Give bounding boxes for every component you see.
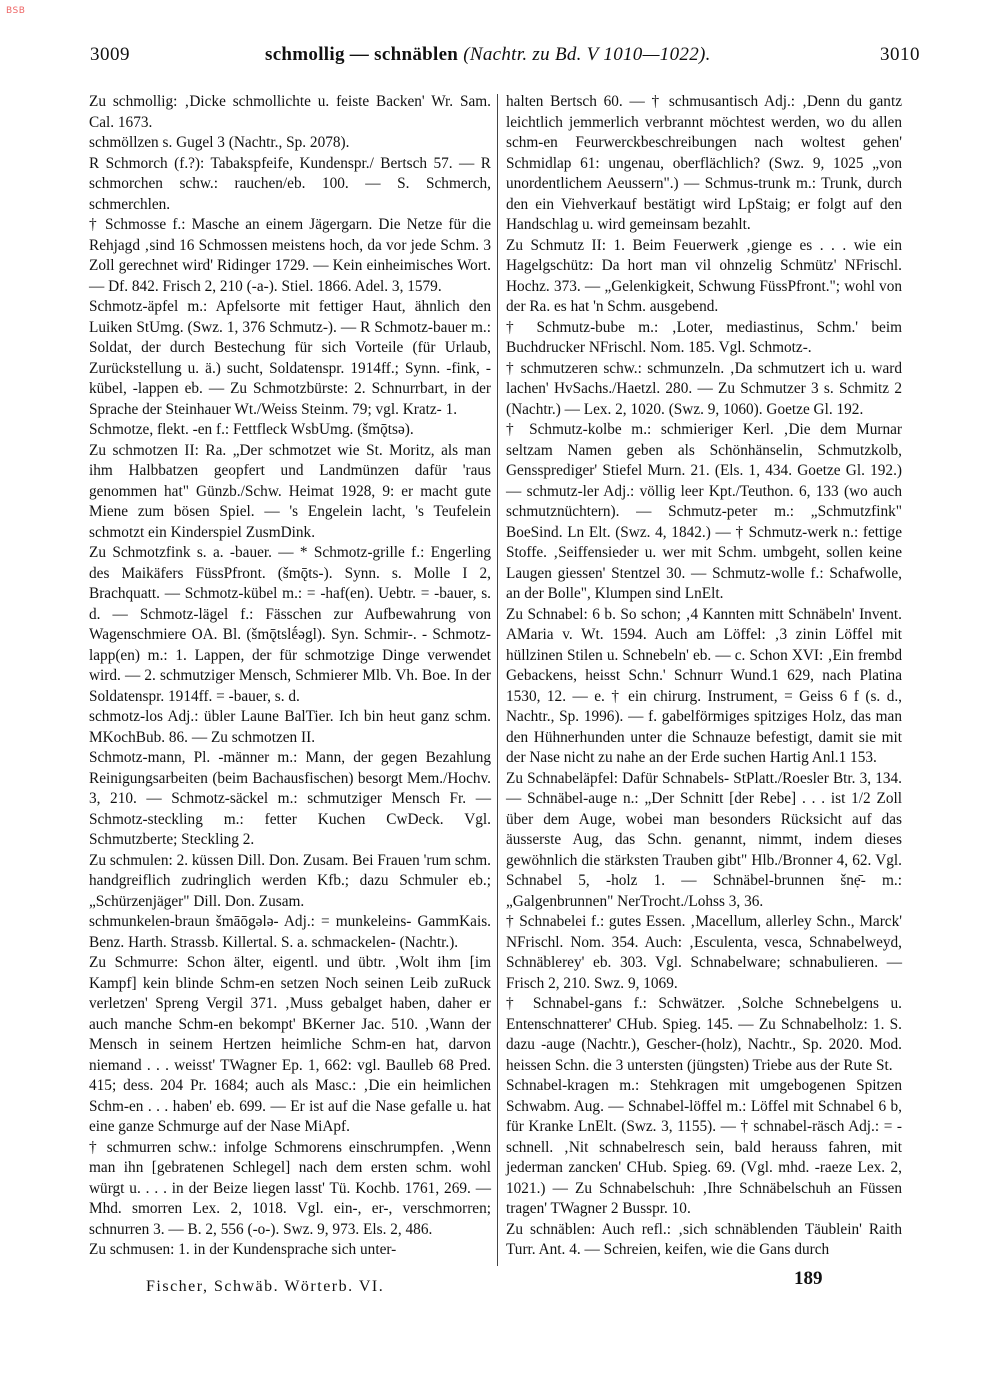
- dictionary-entry: schmunkelen-braun šmāōgələ- Adj.: = munkeleins- GammKais. Benz. Harth. Strassb. Killertal. S. a. schmackelen- (Nachtr.).: [89, 913, 491, 951]
- dictionary-entry: Zu Schnabel: 6 b. So schon; ‚4 Kannten mitt Schnäbeln' Invent. AMaria v. Wt. 1594. Auch am Löffel: ‚3 zinin Löffel mit hüllzinen Stilen u. Schnebeln' eb. — c. Schon XVI: ‚Ein frembd Gebackens, heisst Schn.' Schnurr Wund.1 629, nach Platina 1530, 12. — e. † ein chirurg. Instrument, = Geiss 6 f (s. d., Nachtr., Sp. 1996). — f. gabelförmiges spitziges Holz, das man den Hühnerhunden unter die Schnauze befestigt, damit sie mit der Nase nicht zu nahe an der Erde suchen Hartig Anl.1 153.: [506, 605, 902, 766]
- dictionary-entry: † schmurren schw.: infolge Schmorens einschrumpfen. ‚Wenn man ihn [gebratenen Schlegel] nach dem ersten schm. wohl würgt u. . . . in der Beize liegen lasst' Tü. Kochb. 1761, 269. — Mhd. smorren Lex. 2, 1018. Vgl. ein-, er-, verschmorren; schnurren 3. — B. 2, 556 (-o-). Swz. 9, 973. Els. 2, 486.: [89, 1138, 491, 1238]
- dictionary-entry: Zu Schmotzfink s. a. -bauer. — * Schmotz-grille f.: Engerling des Maikäfers FüssPfront. (šmǭts-). Synn. s. Molle I 2, Brachquatt. — Schmotz-kübel m.: = -haf(en). Uebtr. = -bauer, s. d. — Schmotz-lägel f.: Fässchen zur Aufbewahrung von Wagenschmiere OA. Bl. (šmǭtslḗəgl). Syn. Schmir-. - Schmotz-lapp(en) m.: 1. Lappen, der für schmotzige Dinge verwendet wird. — 2. schmutziger Mensch, Schmierer Mlb. Vh. Boe. In der Soldatenspr. 1914ff. = -bauer, s. d.: [89, 544, 491, 705]
- dictionary-entry: Zu schmusen: 1. in der Kundensprache sich unter-: [89, 1241, 397, 1258]
- printer-signature: Fischer, Schwäb. Wörterb. VI.: [146, 1278, 385, 1295]
- dictionary-entry: Schmotz-äpfel m.: Apfelsorte mit fettiger Haut, ähnlich den Luiken StUmg. (Swz. 1, 376 Schmutz-). — R Schmotz-bauer m.: Soldat, der durch Bestechung für sich Vorteile (für Urlaub, Zurückstellung u. ä.) sucht, Soldatenspr. 1914ff.; Synn. -fink, -kübel, -lappen eb. — Zu Schmotzbürste: 2. Schnurrbart, in der Sprache der Steinhauer Wt./Weiss Steinm. 79; vgl. Kratz- 1.: [89, 298, 491, 418]
- dictionary-entry: Schmotz-mann, Pl. -männer m.: Mann, der gegen Bezahlung Reinigungsarbeiten (beim Bachausfischen) besorgt Mem./Hochv. 3, 210. — Schmotz-säckel m.: schmutziger Mensch Fr. — Schmotz-steckling m.: fetter Kuchen CwDeck. Vgl. Schmutzberte; Steckling 2.: [89, 749, 491, 848]
- headword-range: schmollig — schnäblen: [265, 44, 459, 65]
- dictionary-entry: halten Bertsch 60. — † schmusantisch Adj.: ‚Denn du gantz leichtlich jemmerlich verbrannt möchtest werden, wo du allen schm-en Feurwerckbeschreibungen nach woltest gehen' Schmidlap 61: ungenau, oberflächlich? (Swz. 9, 1025 „von unordentlichem Aeussern".) — Schmus-trunk m.: Trunk, durch den ein Viehverkauf bestätigt wird LpStaig; er folgt auf den Handschlag u. wird gemeinsam bezahlt.: [506, 93, 902, 233]
- dictionary-entry: Zu Schmutz II: 1. Beim Feuerwerk ‚gienge es . . . wie ein Hagelgschütz: Da hort man vil ohnzelig Schmütz' NFrischl. Hochz. 373. — „Gelenkigkeit, Schwung FüssPfront."; wohl von der Ra. es hat 'n Schm. ausgebend.: [506, 236, 902, 315]
- dictionary-entry: schmöllzen s. Gugel 3 (Nachtr., Sp. 2078).: [89, 134, 350, 151]
- left-column: [89, 92, 491, 1270]
- dictionary-entry: Schmotze, flekt. -en f.: Fettfleck WsbUmg. (šmǭtsə).: [89, 421, 414, 438]
- dictionary-entry: † Schmosse f.: Masche an einem Jägergarn. Die Netze für die Rehjagd ‚sind 16 Schmossen meistens hoch, da vor jede Schm. 3 Zoll gerechnet wird' Ridinger 1729. — Kein einheimisches Wort. — Df. 842. Frisch 2, 210 (-a-). Stiel. 1866. Adel. 3, 1579.: [89, 216, 491, 295]
- dictionary-entry: schmotz-los Adj.: übler Laune BalTier. Ich bin heut ganz schm. MKochBub. 86. — Zu schmotzen II.: [89, 708, 491, 746]
- dictionary-entry: † schmutzeren schw.: schmunzeln. ‚Da schmutzert ich u. ward lachen' HvSachs./Haetzl. 280. — Zu Schmutzer 3 s. Schmitz 2 (Nachtr.) — Lex. 2, 1020. (Swz. 9, 1060). Goetze Gl. 192.: [506, 359, 902, 418]
- page-number-left: 3009: [90, 44, 130, 65]
- dictionary-entry: † Schmutz-bube m.: ‚Loter, mediastinus, Schm.' beim Buchdrucker NFrischl. Nom. 185. Vgl. Schmotz-.: [506, 318, 902, 356]
- dictionary-entry: Schnabel-kragen m.: Stehkragen mit umgebogenen Spitzen Schwabm. Aug. — Schnabel-löffel m.: Löffel mit Schnabel 6 b, für Kranke LnElt. (Swz. 3, 1155). — † schnabel-räsch Adj.: = -schnell. ‚Nit schnabelresch sein, bald herauss fahren, mit jederman zancken' CHub. Spieg. 69. (Vgl. mhd. -raeze Lex. 2, 1021.) — Zu Schnabelschuh: ‚Ihre Schnäbelschuh an Füssen tragen' TWagner 2 Busspr. 10.: [506, 1077, 902, 1217]
- supplement-note: (Nachtr. zu Bd. V 1010—1022).: [463, 44, 711, 65]
- dictionary-entry: Zu schmollig: ‚Dicke schmollichte u. feiste Backen' Wr. Sam. Cal. 1673.: [89, 93, 491, 131]
- page-number-right: 3010: [880, 44, 920, 65]
- dictionary-entry: R Schmorch (f.?): Tabakspfeife, Kundenspr./ Bertsch 57. — R schmorchen schw.: rauchen/eb. 100. — S. Schmerch, schmerchlen.: [89, 154, 491, 213]
- dictionary-entry: Zu Schnabeläpfel: Dafür Schnabels- StPlatt./Roesler Btr. 3, 134. — Schnäbel-auge n.: „Der Schnitt [der Rebe] . . . ist 1/2 Zoll über dem Auge, wobei man besonders Rücksicht auf das äusserste Aug, das Schn. genannt, nimmt, indem dieses gewöhnlich die stärksten Trauben gibt" Hlb./Bronner 4, 62. Vgl. Schnabel 5, -holz 1. — Schnäbel-brunnen šnẹ̄- m.: „Galgenbrunnen" NerTrocht./Lohss 3, 36.: [506, 769, 902, 910]
- dictionary-entry: † Schnabelei f.: gutes Essen. ‚Macellum, allerley Schn., Marck' NFrischl. Nom. 354. Auch: ‚Esculenta, vesca, Schnabelweyd, Schnäblerey' eb. 303. Vgl. Schnabelware; schnabulieren. — Frisch 2, 210. Swz. 9, 1069.: [506, 913, 902, 992]
- running-title: [265, 44, 711, 66]
- dictionary-entry: † Schmutz-kolbe m.: schmieriger Kerl. ‚Die dem Murnar seltzam Namen geben als Schönhänselin, Schmutzkolb, Genssprediger' Stiefel Murn. 21. (Els. 1, 434. Goetze Gl. 192.) — schmutz-ler Adj.: völlig leer Kpt./Teuthon. 6, 133 (wo auch schmutznüchtern). — Schmutz-peter m.: „Schmutzfink" BoeSind. Ln Elt. (Swz. 4, 1842.) — † Schmutz-werk n.: fettige Stoffe. ‚Seiffensieder u. wer mit Schm. umbgeht, sollen keine Laugen giessen' Stentzel 30. — Schmutz-wolle f.: Schafwolle, an der Bolle", Klumpen sind LnElt.: [506, 421, 902, 602]
- right-column: [506, 92, 902, 1262]
- dictionary-entry: Zu schnäblen: Auch refl.: ‚sich schnäblenden Täublein' Raith Turr. Ant. 4. — Schreien, keifen, wie die Gans durch: [506, 1220, 902, 1258]
- dictionary-entry: Zu schmotzen II: Ra. „Der schmotzet wie St. Moritz, als man ihm Halbbatzen geopfert und Landmünzen dafür 'raus genommen hat" Günzb./Schw. Heimat 1928, 9: er macht gute Miene zum bösen Spiel. — 's Engelein lacht, 's Teufelein schmotzt ein Kinderspiel ZusmDink.: [89, 441, 491, 541]
- sheet-number: 189: [794, 1268, 823, 1289]
- dictionary-entry: Zu Schmurre: Schon älter, eigentl. und übtr. ‚Wolt ihm [im Kampf] kein blinde Schm-en setzen Noch seinen Leib zuRuck verletzen' Spreng Vergil 371. ‚Muss gebalget haben, daher er auch manche Schm-en bekompt' BKerner Jac. 510. ‚Wann der Mensch in seinem Hertzen heimliche Schm-en hat, darvon niemand . . . weisst' TWagner Ep. 1, 662: vgl. Baulleb 68 Pred. 415; dess. 204 Pr. 1684; auch als Masc.: ‚Die ein heimlichen Schm-en . . . haben' eb. 699. — Er ist auf die Nase gefalle u. hat eine ganze Schmurge auf der Nase MiApf.: [89, 954, 491, 1135]
- page-header: [80, 44, 920, 74]
- dictionary-entry: Zu schmulen: 2. küssen Dill. Don. Zusam. Bei Frauen 'rum schm. handgreiflich zudringlich werden Kfb.; dazu Schmuler eb.; „Schürzenjäger" Dill. Don. Zusam.: [89, 851, 491, 910]
- dictionary-entry: † Schnabel-gans f.: Schwätzer. ‚Solche Schnebelgens u. Entenschnatterer' CHub. Spieg. 145. — Zu Schnabelholz: 1. S. dazu -auge (Nachtr.), Gescher-(holz), Nachtr., Sp. 2020. Mod. heissen Schn. die 3 untersten (jüngsten) Triebe aus der Rute St.: [506, 995, 902, 1074]
- library-stamp: BSB: [6, 6, 26, 16]
- column-divider: [497, 94, 498, 1266]
